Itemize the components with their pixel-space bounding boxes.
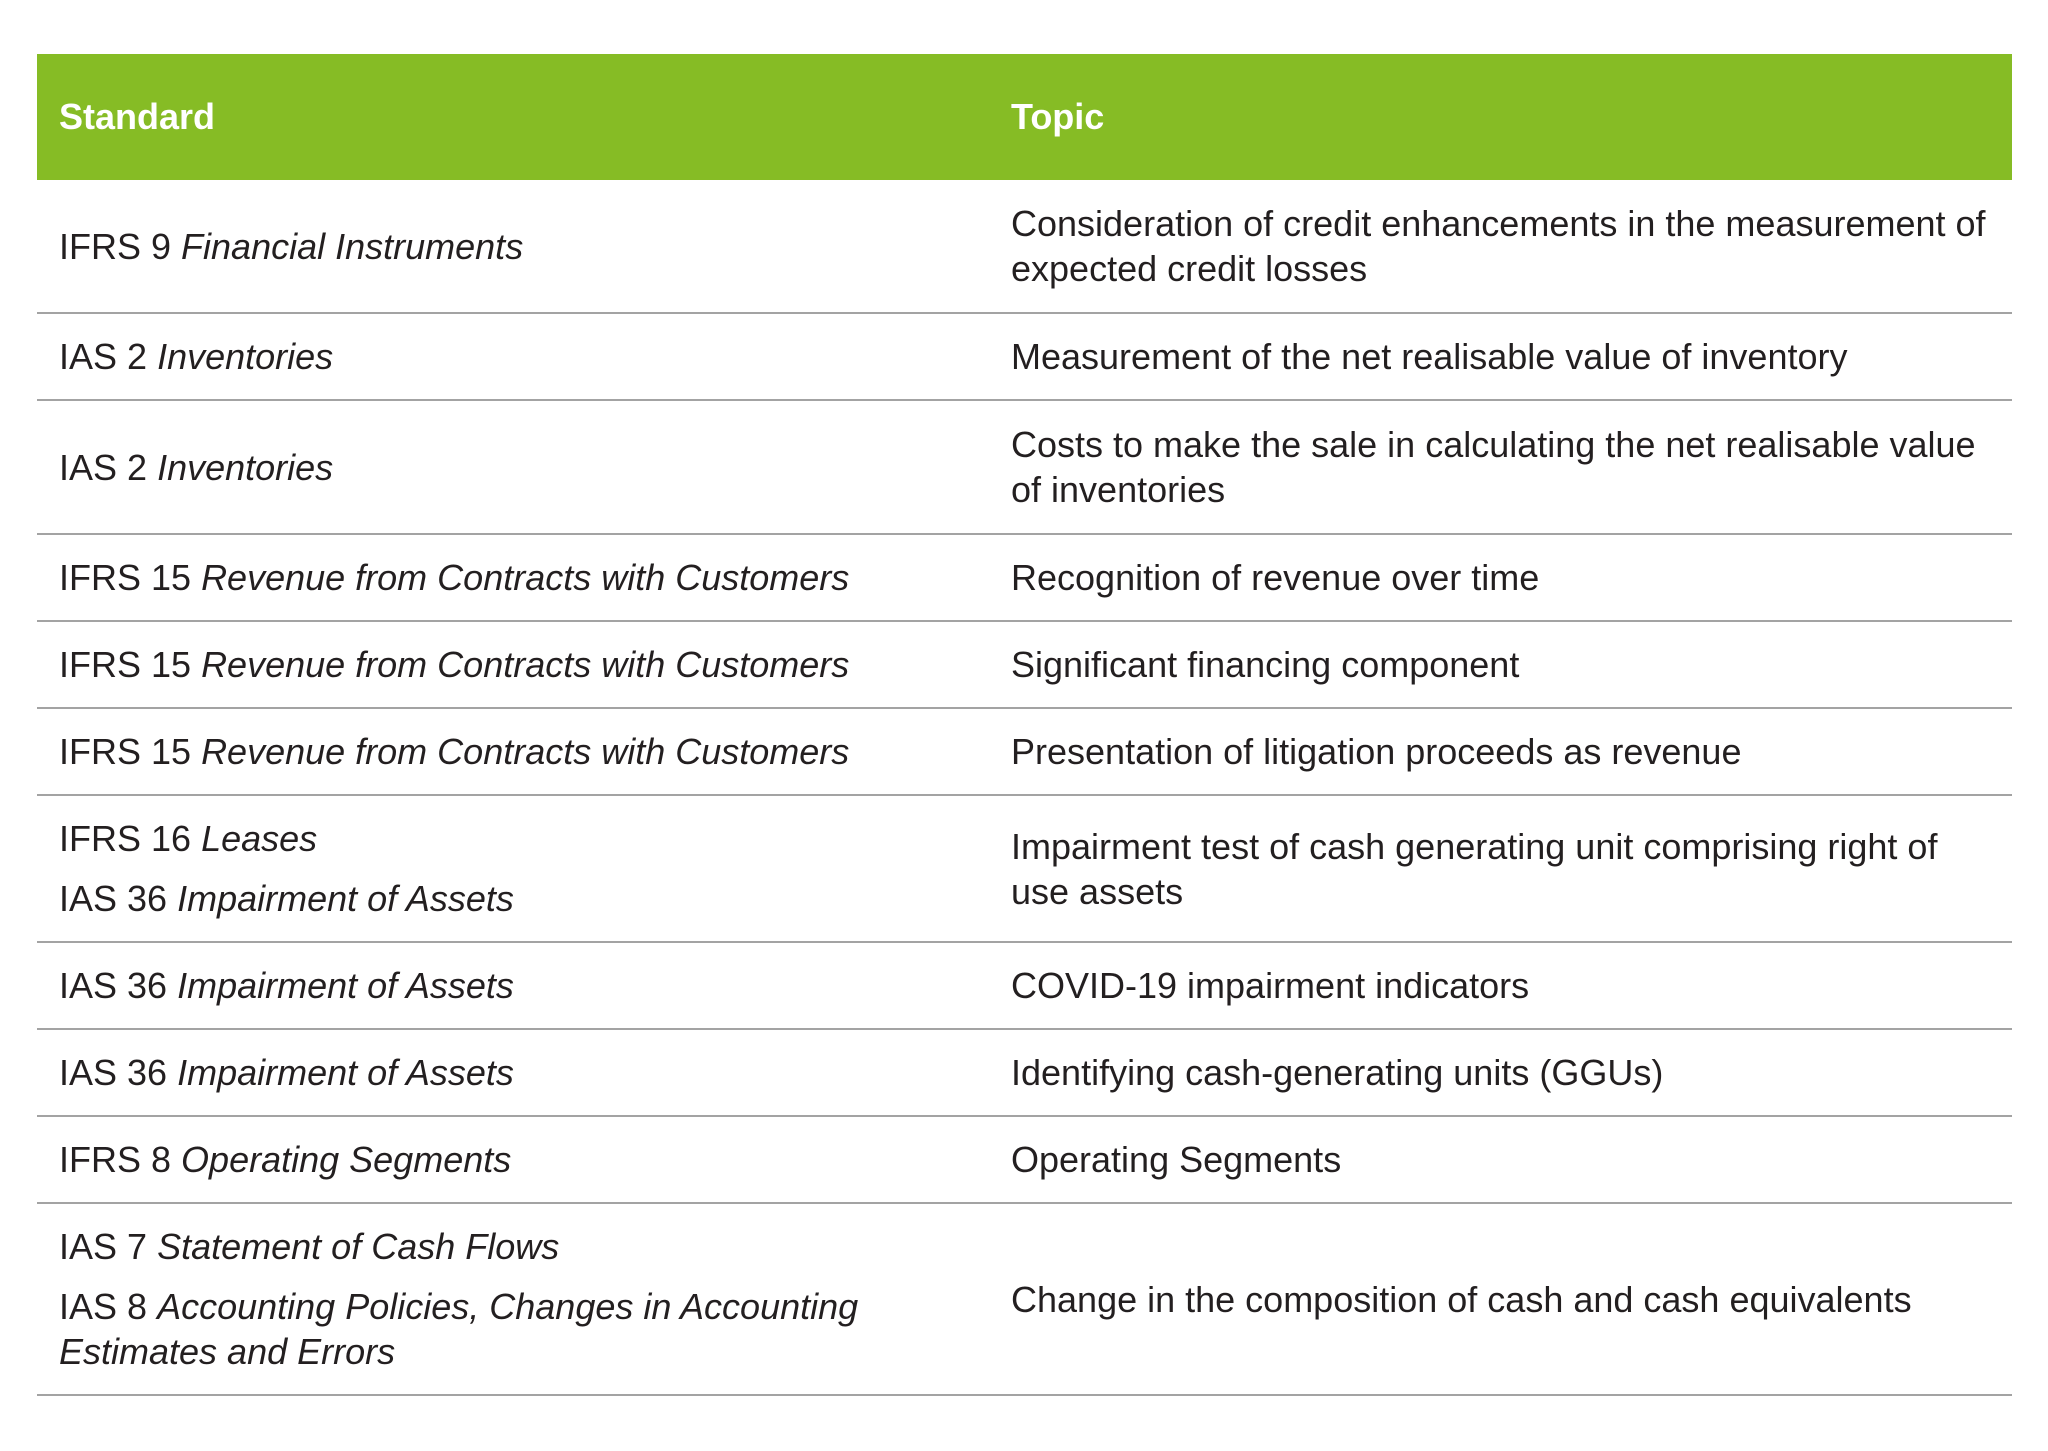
- table-row: [37, 1203, 2012, 1395]
- standard-code: IAS 36: [59, 965, 168, 1006]
- standard-line: [59, 1284, 967, 1374]
- standard-cell: [37, 400, 989, 534]
- table-row: [37, 942, 2012, 1029]
- standard-code: IFRS 15: [59, 644, 192, 685]
- table-header: [37, 54, 2012, 180]
- standard-cell: [37, 534, 989, 621]
- standard-title: Statement of Cash Flows: [157, 1226, 560, 1267]
- table-row: [37, 180, 2012, 313]
- table-row: [37, 313, 2012, 400]
- standard-cell: [37, 313, 989, 400]
- standard-title: Revenue from Contracts with Customers: [201, 644, 850, 685]
- standard-code: IFRS 9: [59, 225, 172, 267]
- standard-line: [59, 1224, 967, 1269]
- standard-code: IAS 7: [59, 1226, 148, 1267]
- table-row: [37, 400, 2012, 534]
- table-row: [37, 708, 2012, 795]
- table-row: [37, 621, 2012, 708]
- standard-cell: [37, 621, 989, 708]
- standard-title: Inventories: [157, 336, 334, 377]
- standard-line: [59, 445, 967, 490]
- header-topic: Topic: [989, 54, 2012, 180]
- standard-title: Revenue from Contracts with Customers: [201, 731, 850, 772]
- standard-cell: [37, 1116, 989, 1203]
- topic-cell: Significant financing component: [989, 621, 2012, 708]
- standard-code: IFRS 15: [59, 731, 192, 772]
- standard-title: Revenue from Contracts with Customers: [201, 557, 850, 598]
- standard-code: IAS 36: [59, 878, 168, 919]
- topic-cell: Operating Segments: [989, 1116, 2012, 1203]
- standard-title: Impairment of Assets: [177, 965, 514, 1006]
- standard-title: Leases: [201, 818, 318, 859]
- topic-cell: Identifying cash-generating units (GGUs): [989, 1029, 2012, 1116]
- topic-cell: Presentation of litigation proceeds as revenue: [989, 708, 2012, 795]
- standard-code: IAS 36: [59, 1052, 168, 1093]
- topic-cell: Costs to make the sale in calculating the net realisable value of inventories: [989, 400, 2012, 534]
- standard-cell: [37, 795, 989, 942]
- table-row: [37, 534, 2012, 621]
- topic-cell: Recognition of revenue over time: [989, 534, 2012, 621]
- standard-cell: [37, 942, 989, 1029]
- standard-line: [59, 816, 967, 861]
- standard-code: IAS 8: [59, 1286, 148, 1327]
- standard-line: [59, 334, 967, 379]
- standard-title: Operating Segments: [181, 1139, 512, 1180]
- topic-cell: Consideration of credit enhancements in the measurement of expected credit losses: [989, 180, 2012, 313]
- standard-code: IAS 2: [59, 336, 148, 377]
- standard-title: Impairment of Assets: [177, 878, 514, 919]
- table-row: [37, 795, 2012, 942]
- standard-code: IAS 2: [59, 446, 148, 488]
- standard-code: IFRS 15: [59, 557, 192, 598]
- standard-line: [59, 642, 967, 687]
- standard-code: IFRS 16: [59, 818, 192, 859]
- header-row: [37, 54, 2012, 180]
- standards-table: [37, 54, 2012, 1396]
- standard-line: [59, 555, 967, 600]
- standard-line: [59, 963, 967, 1008]
- header-standard: Standard: [37, 54, 989, 180]
- topic-cell: Measurement of the net realisable value of inventory: [989, 313, 2012, 400]
- standard-cell: [37, 1203, 989, 1395]
- standard-line: [59, 729, 967, 774]
- standard-line: [59, 224, 967, 269]
- table-row: [37, 1116, 2012, 1203]
- standard-line: [59, 876, 967, 921]
- standard-title: Financial Instruments: [181, 225, 524, 267]
- table-body: [37, 180, 2012, 1395]
- standard-cell: [37, 180, 989, 313]
- table-row: [37, 1029, 2012, 1116]
- topic-cell: Change in the composition of cash and cash equivalents: [989, 1203, 2012, 1395]
- standard-code: IFRS 8: [59, 1139, 172, 1180]
- standard-title: Impairment of Assets: [177, 1052, 514, 1093]
- standard-title: Accounting Policies, Changes in Accounting Estimates and Errors: [59, 1286, 859, 1372]
- standard-cell: [37, 708, 989, 795]
- topic-cell: Impairment test of cash generating unit comprising right of use assets: [989, 795, 2012, 942]
- topic-cell: COVID-19 impairment indicators: [989, 942, 2012, 1029]
- standard-cell: [37, 1029, 989, 1116]
- standard-title: Inventories: [157, 446, 334, 488]
- standard-line: [59, 1050, 967, 1095]
- standard-line: [59, 1137, 967, 1182]
